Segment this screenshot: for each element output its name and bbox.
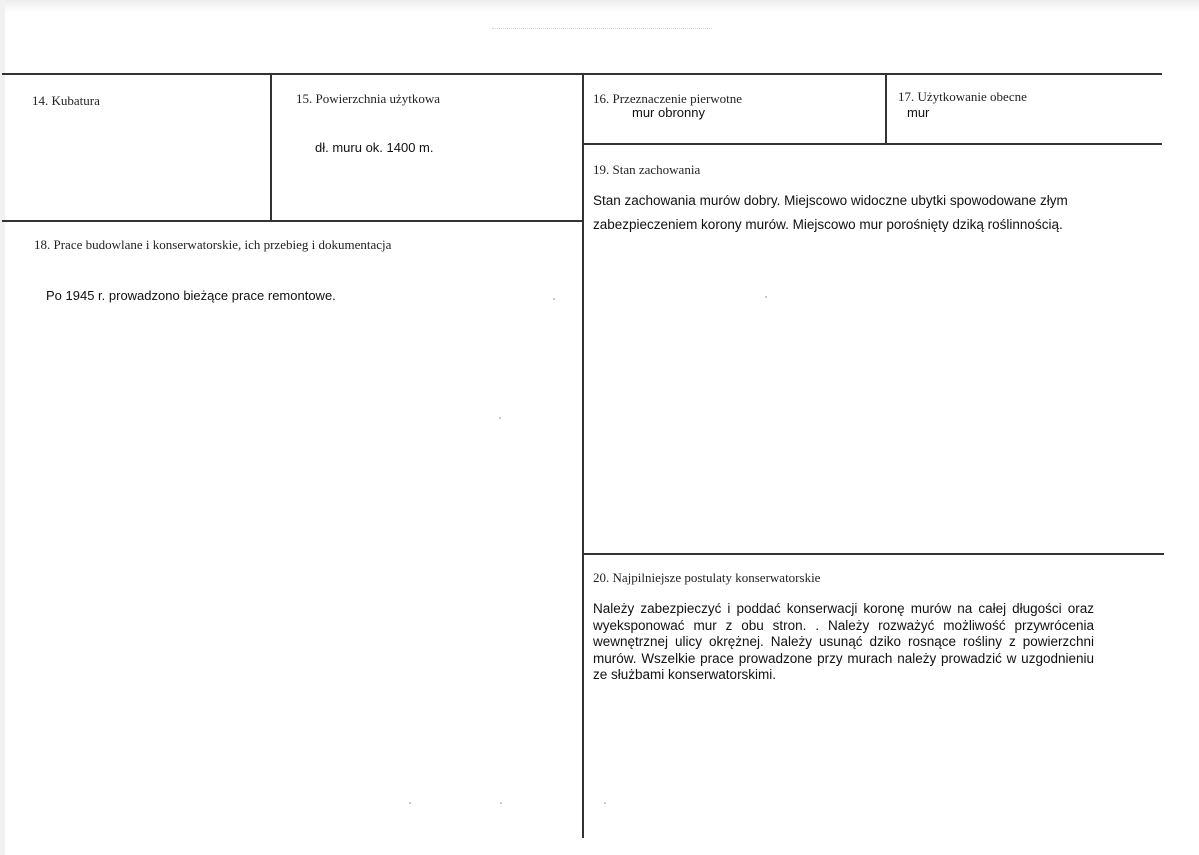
- field-20-label: 20. Najpilniejsze postulaty konserwatorskie: [593, 570, 821, 585]
- field-20-value: Należy zabezpieczyć i poddać konserwacji koronę murów na całej długości oraz wyeksponować mur z obu stron. . Należy rozważyć możliwość przywrócenia wewnętrznej ulicy okrężnej. Należy usunąć dziko rosnące rośliny z powierzchni murów. Wszelkie prace prowadzone przy murach należy prowadzić w uzgodnieniu ze służbami konserwatorskimi.: [593, 601, 1094, 682]
- center-divider: [582, 74, 584, 838]
- scan-dot: [604, 802, 606, 804]
- divider-above-20: [583, 553, 1164, 555]
- scan-top-shadow: [0, 0, 1199, 12]
- scan-dot: [500, 802, 502, 804]
- divider-14-15: [270, 74, 272, 222]
- scan-top-smudge: [492, 28, 712, 37]
- scan-dot: [409, 802, 411, 804]
- field-15-label: 15. Powierzchnia użytkowa: [296, 91, 441, 106]
- field-17-label: 17. Użytkowanie obecne: [898, 89, 1027, 104]
- scan-dot: [553, 298, 555, 300]
- field-15-value: dł. muru ok. 1400 m.: [315, 140, 434, 155]
- field-17-value: mur: [907, 105, 930, 120]
- divider-16-17: [885, 74, 887, 145]
- field-19-label: 19. Stan zachowania: [593, 162, 701, 177]
- field-19-value: Stan zachowania murów dobry. Miejscowo widoczne ubytki spowodowane złym zabezpieczeniem korony murów. Miejscowo mur porośnięty dziką roślinnością.: [593, 193, 1068, 232]
- divider-under-14-15: [2, 220, 583, 222]
- scan-dot: [499, 417, 501, 419]
- scan-left-edge: [0, 0, 5, 855]
- field-18-label: 18. Prace budowlane i konserwatorskie, ich przebieg i dokumentacja: [34, 237, 392, 252]
- scan-dot: [765, 296, 767, 298]
- field-16-label: 16. Przeznaczenie pierwotne: [593, 91, 743, 106]
- divider-under-16-17: [583, 143, 1162, 145]
- field-16-value: mur obronny: [632, 105, 705, 120]
- field-14-label: 14. Kubatura: [32, 93, 100, 108]
- field-18-value: Po 1945 r. prowadzono bieżące prace remontowe.: [46, 288, 336, 303]
